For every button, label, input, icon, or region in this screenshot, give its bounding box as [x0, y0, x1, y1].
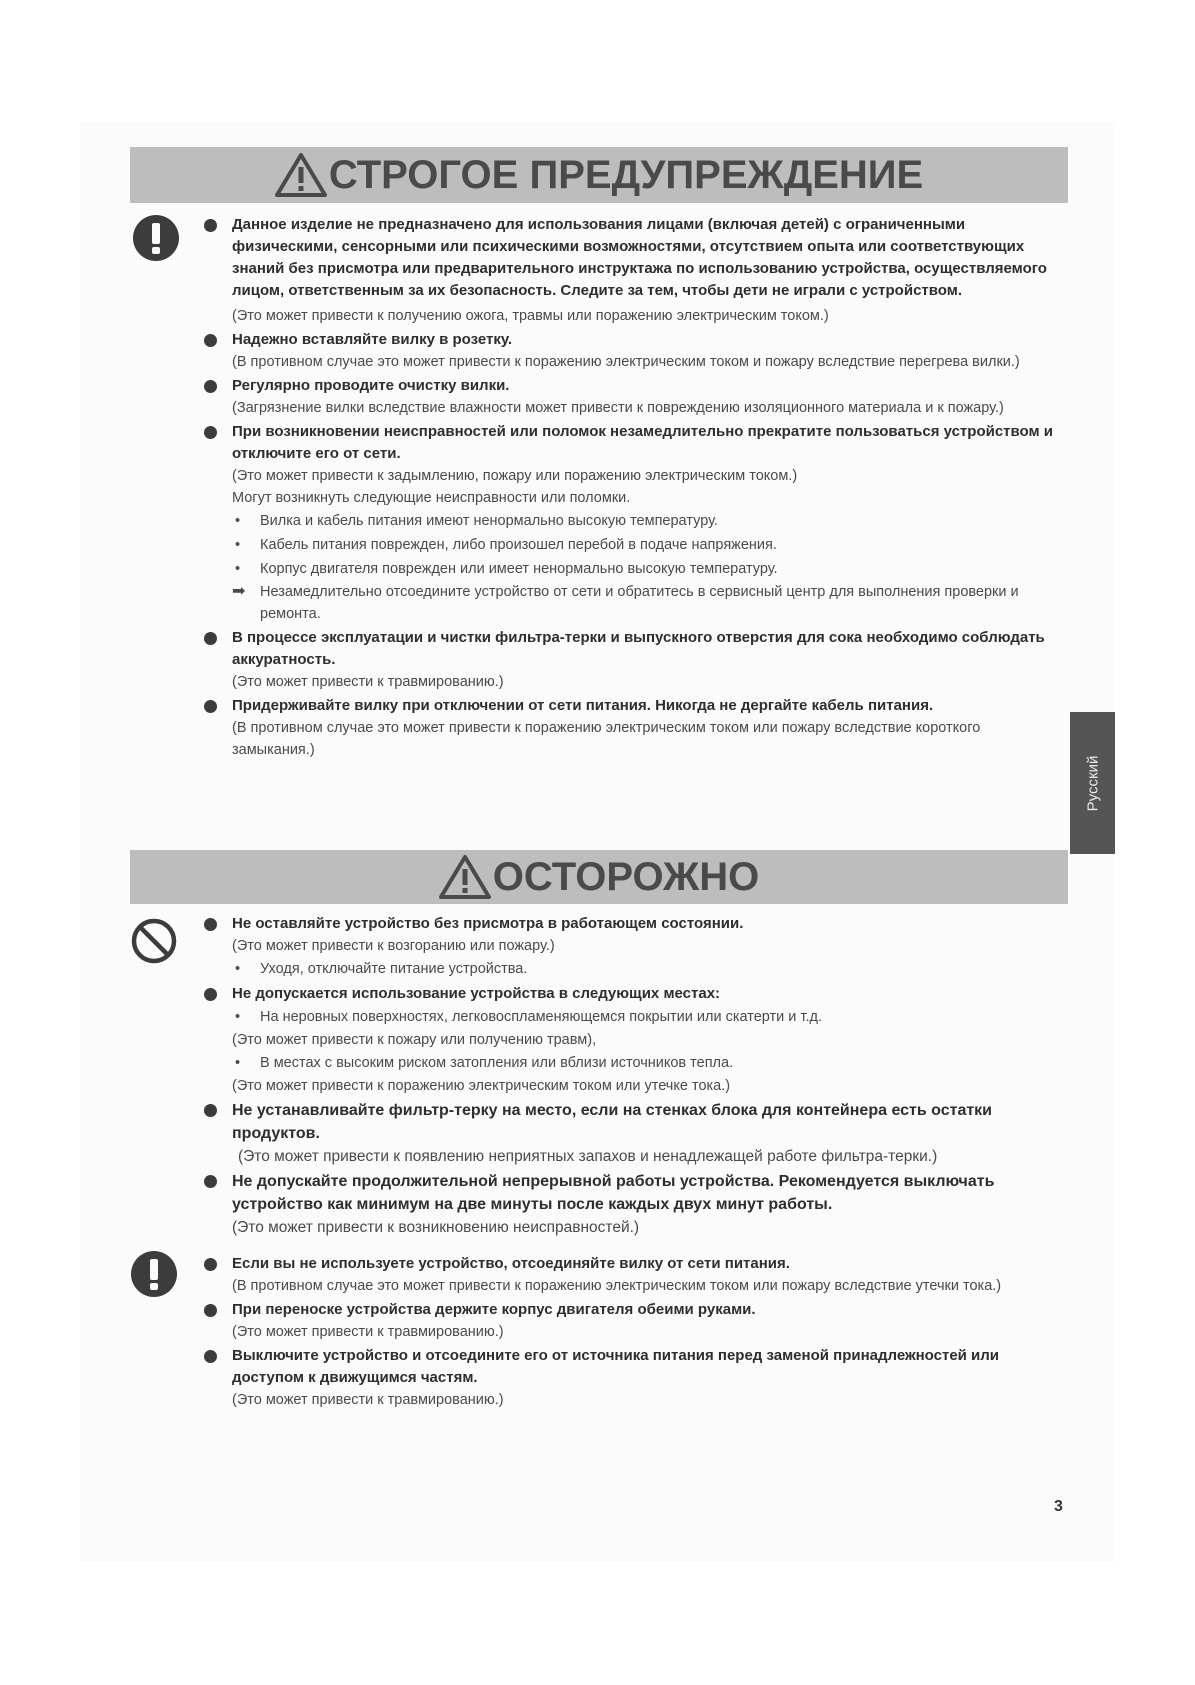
- item-heading: Не допускайте продолжительной непрерывной работы устройства. Рекомендуется выключать устройство как минимум на две минуты после каждых двух минут работы.: [232, 1173, 995, 1213]
- warning-title: СТРОГОЕ ПРЕДУПРЕЖДЕНИЕ: [328, 152, 924, 197]
- item-note: (Это может привести к получению ожога, травмы или поражению электрическим током.): [232, 308, 829, 324]
- bullet-icon: [204, 334, 217, 347]
- bullet-icon: [204, 1104, 217, 1117]
- sub-item: • На неровных поверхностях, легковоспламеняющемся покрытии или скатерти и т.д.: [232, 1005, 1060, 1029]
- list-item: [200, 375, 1060, 419]
- warning-content: [200, 214, 1060, 763]
- item-note: (Это может привести к возникновению неисправностей.): [232, 1219, 640, 1236]
- item-note: (В противном случае это может привести к поражению электрическим током или пожару вследствие короткого замыкания.): [232, 720, 981, 758]
- item-note: (Загрязнение вилки вследствие влажности может привести к повреждению изоляционного материала и к пожару.): [232, 400, 1004, 416]
- arrow-right-icon: ➡: [232, 583, 246, 600]
- warning-banner: [130, 147, 1068, 203]
- list-item: [200, 1345, 1060, 1411]
- small-bullet-icon: •: [235, 537, 241, 553]
- item-note: (Это может привести к травмированию.): [232, 1392, 504, 1408]
- bullet-icon: [204, 1175, 217, 1188]
- list-item: [200, 913, 1060, 981]
- list-item: [200, 329, 1060, 373]
- language-tab-label: Русский: [1084, 755, 1102, 811]
- item-heading: Надежно вставляйте вилку в розетку.: [232, 331, 513, 348]
- item-note: (В противном случае это может привести к поражению электрическим током или пожару вследствие утечки тока.): [232, 1278, 1002, 1294]
- item-heading: Если вы не используете устройство, отсоединяйте вилку от сети питания.: [232, 1255, 790, 1272]
- bullet-icon: [204, 1258, 217, 1271]
- bullet-icon: [204, 1350, 217, 1363]
- item-heading: Не устанавливайте фильтр-терку на место, если на стенках блока для контейнера есть остатки продуктов.: [232, 1102, 993, 1142]
- list-item: [200, 627, 1060, 693]
- prohibited-icon: [130, 917, 178, 965]
- warning-triangle-icon: [275, 152, 327, 198]
- bullet-icon: [204, 380, 217, 393]
- caution-banner: [130, 850, 1068, 904]
- page-number: 3: [1054, 1498, 1063, 1515]
- item-note: (Это может привести к задымлению, пожару или поражению электрическим током.): [232, 468, 798, 484]
- item-heading: Выключите устройство и отсоедините его от источника питания перед заменой принадлежностей или доступом к движущимся частям.: [232, 1347, 1000, 1386]
- bullet-icon: [204, 219, 217, 232]
- action-item: ➡ Незамедлительно отсоедините устройство от сети и обратитесь в сервисный центр для выполнения проверки и ремонта.: [232, 583, 1019, 622]
- item-heading: Не допускается использование устройства в следующих местах:: [232, 985, 721, 1002]
- item-heading: При переноске устройства держите корпус двигателя обеими руками.: [232, 1301, 756, 1318]
- item-note: (Это может привести к пожару или получению травм),: [232, 1032, 597, 1048]
- list-item: [200, 1299, 1060, 1343]
- sub-item: • Вилка и кабель питания имеют ненормально высокую температуру.: [232, 509, 1060, 533]
- list-item: [200, 421, 1060, 625]
- mandatory-icon: [132, 214, 180, 262]
- item-heading: Не оставляйте устройство без присмотра в работающем состоянии.: [232, 915, 744, 932]
- caution-content: [200, 913, 1060, 1241]
- item-note-secondary: Могут возникнуть следующие неисправности или поломки.: [232, 490, 631, 506]
- list-item: [200, 1099, 1060, 1168]
- item-heading: Данное изделие не предназначено для использования лицами (включая детей) с ограниченными физическими, сенсорными или психическими возможностями, отсутствием опыта или соответствующих знаний без присмотра или предварительного инструктажа по использованию устройства, осуществляемого лицом, ответственным за их безопасность. Следите за тем, чтобы дети не играли с устройством.: [232, 216, 1047, 299]
- sub-item: • В местах с высоким риском затопления или вблизи источников тепла.: [232, 1051, 1060, 1075]
- caution-content-mandatory: [200, 1253, 1060, 1413]
- list-item: [200, 1170, 1060, 1239]
- item-heading: При возникновении неисправностей или поломок незамедлительно прекратите пользоваться устройством и отключите его от сети.: [232, 423, 1053, 462]
- small-bullet-icon: •: [235, 513, 241, 529]
- warning-triangle-icon: [439, 854, 491, 900]
- sub-item: • Кабель питания поврежден, либо произошел перебой в подаче напряжения.: [232, 533, 1060, 557]
- item-heading: Придерживайте вилку при отключении от сети питания. Никогда не дергайте кабель питания.: [232, 697, 934, 714]
- mandatory-icon: [130, 1250, 178, 1298]
- item-note: (В противном случае это может привести к поражению электрическим током и пожару вследствие перегрева вилки.): [232, 354, 1020, 370]
- sub-item: • Уходя, отключайте питание устройства.: [232, 957, 1060, 981]
- caution-title: ОСТОРОЖНО: [492, 854, 760, 899]
- list-item: [200, 1253, 1060, 1297]
- list-item: [200, 695, 1060, 761]
- sub-item: • Корпус двигателя поврежден или имеет ненормально высокую температуру.: [232, 557, 1060, 581]
- item-note: (Это может привести к появлению неприятных запахов и ненадлежащей работе фильтра-терки.): [238, 1148, 938, 1165]
- language-tab: [1070, 712, 1115, 854]
- bullet-icon: [204, 700, 217, 713]
- item-note: (Это может привести к травмированию.): [232, 1324, 504, 1340]
- item-note: (Это может привести к поражению электрическим током или утечке тока.): [232, 1078, 731, 1094]
- item-note: (Это может привести к травмированию.): [232, 674, 504, 690]
- list-item: [200, 983, 1060, 1097]
- bullet-icon: [204, 988, 217, 1001]
- small-bullet-icon: •: [235, 561, 241, 577]
- small-bullet-icon: •: [235, 1055, 241, 1071]
- bullet-icon: [204, 918, 217, 931]
- bullet-icon: [204, 1304, 217, 1317]
- item-heading: Регулярно проводите очистку вилки.: [232, 377, 510, 394]
- item-note: (Это может привести к возгоранию или пожару.): [232, 938, 555, 954]
- bullet-icon: [204, 632, 217, 645]
- list-item: [200, 214, 1060, 327]
- bullet-icon: [204, 426, 217, 439]
- item-heading: В процессе эксплуатации и чистки фильтра-терки и выпускного отверстия для сока необходимо соблюдать аккуратность.: [232, 629, 1045, 668]
- small-bullet-icon: •: [235, 1009, 241, 1025]
- small-bullet-icon: •: [235, 961, 241, 977]
